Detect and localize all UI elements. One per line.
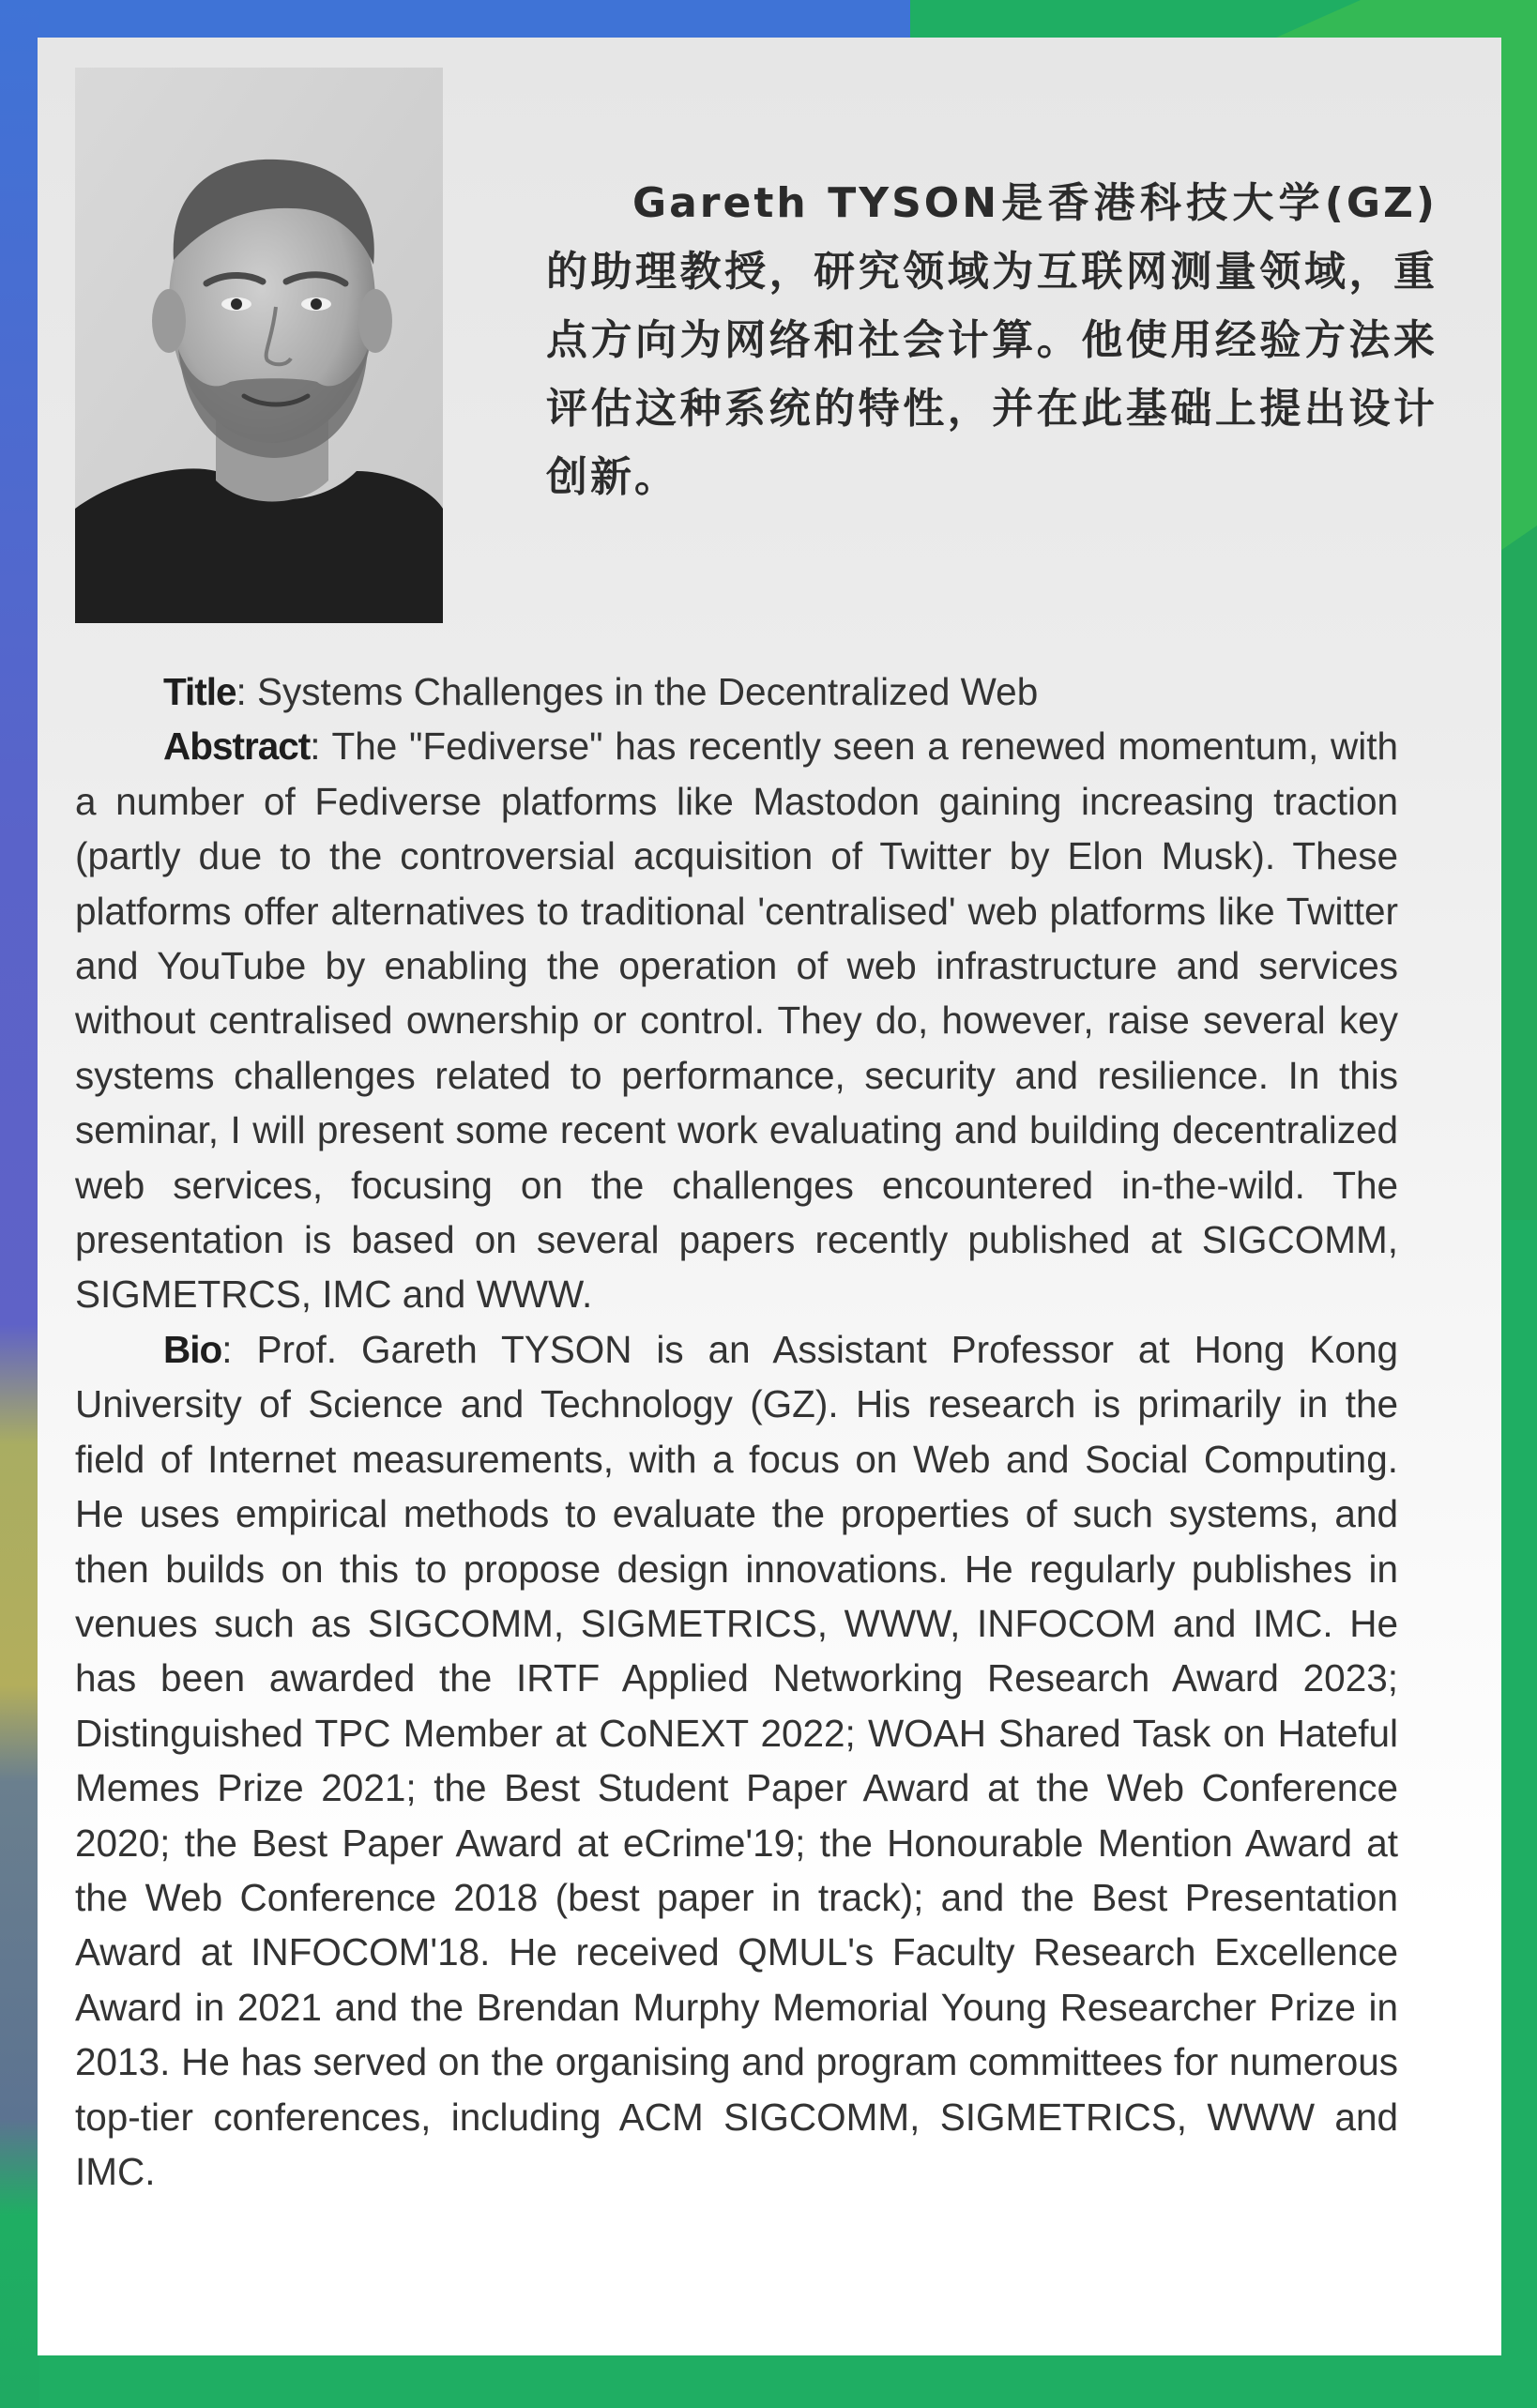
- title-value: Systems Challenges in the Decentralized Web: [246, 670, 1039, 713]
- abstract-text: The "Fediverse" has recently seen a renewed momentum, with a number of Fediverse platforms like Mastodon gaining increasing traction (partly due to the controversial acquisition of Twitter by Elon Musk). These platforms offer alternatives to traditional 'centralised' web platforms like Twitter and YouTube by enabling the operation of web infrastructure and services without centralised ownership or control. They do, however, raise several key systems challenges related to performance, security and resilience. In this seminar, I will present some recent work evaluating and building decentralized web services, focusing on the challenges encountered in-the-wild. The presentation is based on several papers recently published at SIGCOMM, SIGMETRCS, IMC and WWW.: [75, 724, 1398, 1317]
- bio-text: Prof. Gareth TYSON is an Assistant Professor at Hong Kong University of Science and Technology (GZ). His research is primarily in the field of Internet measurements, with a focus on Web and Social Computing. He uses empirical methods to evaluate the properties of such systems, and then builds on this to propose design innovations. He regularly publishes in venues such as SIGCOMM, SIGMETRICS, WWW, INFOCOM and IMC. He has been awarded the IRTF Applied Networking Research Award 2023; Distinguished TPC Member at CoNEXT 2022; WOAH Shared Task on Hateful Memes Prize 2021; the Best Student Paper Award at the Web Conference 2020; the Best Paper Award at eCrime'19; the Honourable Mention Award at the Web Conference 2018 (best paper in track); and the Best Presentation Award at INFOCOM'18. He received QMUL's Faculty Research Excellence Award in 2021 and the Brendan Murphy Memorial Young Researcher Prize in 2013. He has served on the organising and program committees for numerous top-tier conferences, including ACM SIGCOMM, SIGMETRICS, WWW and IMC.: [75, 1327, 1398, 2193]
- intro-text: Gareth TYSON是香港科技大学(GZ)的助理教授，研究领域为互联网测量领域，重点方向为网络和社会计算。他使用经验方法来评估这种系统的特性，并在此基础上提出设计创新。: [546, 179, 1438, 501]
- abstract-separator: :: [310, 724, 321, 769]
- talk-details: [75, 664, 1398, 2199]
- abstract-paragraph: [75, 719, 1398, 1321]
- title-separator: :: [236, 670, 247, 713]
- portrait-photo: [75, 68, 443, 623]
- title-paragraph: [75, 664, 1398, 719]
- title-label: Title: [163, 670, 236, 713]
- bio-paragraph: [75, 1322, 1398, 2200]
- bio-label: Bio: [163, 1327, 222, 1371]
- bio-separator: :: [221, 1327, 233, 1371]
- abstract-label: Abstract: [163, 724, 311, 769]
